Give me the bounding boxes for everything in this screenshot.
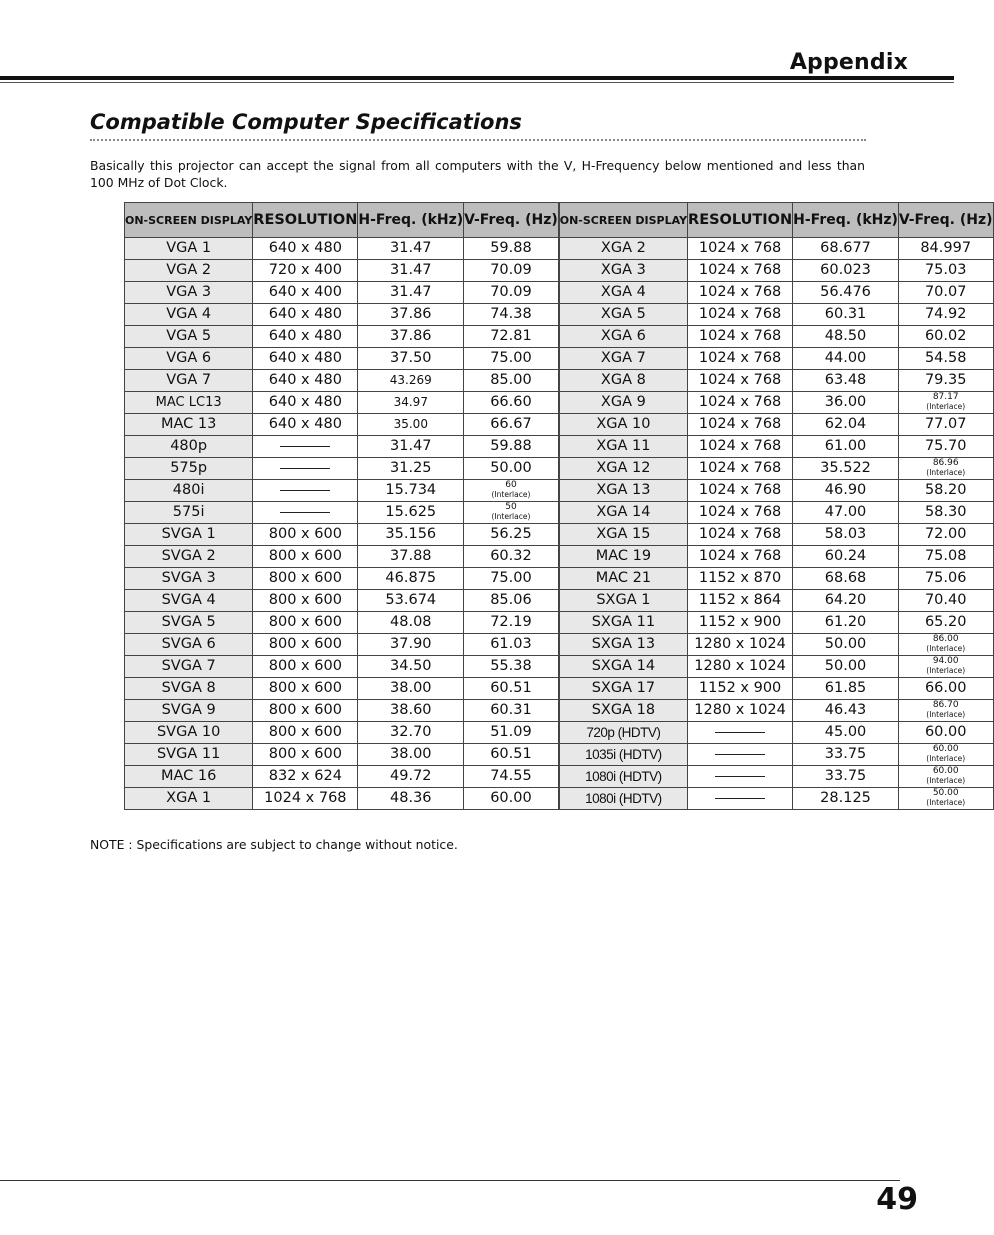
vfreq-cell: 75.00 (464, 348, 559, 370)
display-cell: SVGA 10 (125, 722, 253, 744)
hfreq-cell: 28.125 (793, 788, 899, 810)
resolution-cell (253, 436, 358, 458)
hfreq-cell: 60.24 (793, 546, 899, 568)
display-cell: XGA 13 (559, 480, 687, 502)
vfreq-cell (898, 634, 993, 656)
resolution-cell: 640 x 480 (253, 238, 358, 260)
display-cell: MAC 13 (125, 414, 253, 436)
table-row (125, 766, 994, 788)
header-rule-thin (0, 82, 954, 83)
vfreq-cell: 66.00 (898, 678, 993, 700)
hfreq-cell: 31.25 (358, 458, 464, 480)
vfreq-cell (898, 744, 993, 766)
hfreq-cell: 61.00 (793, 436, 899, 458)
vfreq-cell: 58.20 (898, 480, 993, 502)
display-cell: XGA 7 (559, 348, 687, 370)
display-cell: SVGA 6 (125, 634, 253, 656)
vfreq-cell: 75.00 (464, 568, 559, 590)
table-row (125, 436, 994, 458)
dash-line (715, 754, 765, 755)
interlace-number: 87.17 (932, 391, 959, 402)
hfreq-cell: 50.00 (793, 656, 899, 678)
table-row (125, 788, 994, 810)
hfreq-cell: 35.522 (793, 458, 899, 480)
vfreq-cell: 84.997 (898, 238, 993, 260)
hfreq-cell: 60.023 (793, 260, 899, 282)
display-cell: SVGA 11 (125, 744, 253, 766)
hfreq-cell: 34.50 (358, 656, 464, 678)
table-row (125, 260, 994, 282)
resolution-cell: 640 x 480 (253, 392, 358, 414)
interlace-value (492, 481, 531, 500)
resolution-cell: 1024 x 768 (688, 392, 793, 414)
vfreq-cell: 75.70 (898, 436, 993, 458)
table-row (125, 370, 994, 392)
vfreq-cell: 55.38 (464, 656, 559, 678)
display-cell: SVGA 9 (125, 700, 253, 722)
vfreq-cell: 60.31 (464, 700, 559, 722)
interlace-value (492, 503, 531, 522)
resolution-cell: 640 x 480 (253, 370, 358, 392)
table-row (125, 414, 994, 436)
display-cell: SVGA 8 (125, 678, 253, 700)
resolution-cell: 1024 x 768 (253, 788, 358, 810)
hfreq-cell: 63.48 (793, 370, 899, 392)
vfreq-cell: 60.32 (464, 546, 559, 568)
hfreq-cell: 38.60 (358, 700, 464, 722)
hfreq-cell: 48.50 (793, 326, 899, 348)
hfreq-cell: 35.156 (358, 524, 464, 546)
display-cell: XGA 1 (125, 788, 253, 810)
table-row (125, 392, 994, 414)
hfreq-cell: 48.36 (358, 788, 464, 810)
interlace-value (926, 767, 965, 786)
resolution-cell: 800 x 600 (253, 678, 358, 700)
hfreq-cell: 32.70 (358, 722, 464, 744)
hfreq-cell: 38.00 (358, 744, 464, 766)
interlace-value (926, 657, 965, 676)
header-resolution-right: RESOLUTION (688, 203, 793, 238)
display-cell: VGA 7 (125, 370, 253, 392)
vfreq-cell: 60.02 (898, 326, 993, 348)
resolution-cell (688, 722, 793, 744)
table-row (125, 348, 994, 370)
vfreq-cell: 51.09 (464, 722, 559, 744)
display-cell: VGA 3 (125, 282, 253, 304)
hfreq-cell: 45.00 (793, 722, 899, 744)
dotted-divider (90, 139, 866, 141)
section-title: Compatible Computer Specifications (90, 110, 522, 134)
header-hfreq-left: H-Freq. (kHz) (358, 203, 464, 238)
display-cell: VGA 2 (125, 260, 253, 282)
vfreq-cell: 65.20 (898, 612, 993, 634)
vfreq-cell (898, 458, 993, 480)
vfreq-cell: 58.30 (898, 502, 993, 524)
table-row (125, 722, 994, 744)
hfreq-cell: 15.625 (358, 502, 464, 524)
display-cell: SVGA 4 (125, 590, 253, 612)
interlace-value (926, 789, 965, 808)
vfreq-cell: 85.06 (464, 590, 559, 612)
resolution-cell: 1280 x 1024 (688, 634, 793, 656)
resolution-cell: 1024 x 768 (688, 546, 793, 568)
vfreq-cell: 79.35 (898, 370, 993, 392)
table-header-row (125, 203, 994, 238)
hfreq-cell: 48.08 (358, 612, 464, 634)
resolution-cell: 1152 x 870 (688, 568, 793, 590)
interlace-value (926, 745, 965, 764)
resolution-cell: 800 x 600 (253, 656, 358, 678)
vfreq-cell (898, 392, 993, 414)
display-cell: 480p (125, 436, 253, 458)
resolution-cell: 640 x 480 (253, 304, 358, 326)
hfreq-cell: 38.00 (358, 678, 464, 700)
hfreq-cell: 33.75 (793, 744, 899, 766)
resolution-cell: 1152 x 900 (688, 612, 793, 634)
interlace-label: (Interlace) (926, 665, 966, 675)
resolution-cell: 1280 x 1024 (688, 656, 793, 678)
header-rule (0, 76, 954, 80)
interlace-value (926, 459, 965, 478)
vfreq-cell (464, 502, 559, 524)
table-row (125, 700, 994, 722)
hfreq-cell: 61.20 (793, 612, 899, 634)
interlace-number: 50 (505, 501, 517, 512)
hfreq-cell: 31.47 (358, 282, 464, 304)
interlace-number: 50.00 (932, 787, 959, 798)
resolution-cell: 1024 x 768 (688, 348, 793, 370)
interlace-number: 60 (505, 479, 517, 490)
page-number: 49 (876, 1182, 918, 1217)
vfreq-cell: 59.88 (464, 238, 559, 260)
vfreq-cell: 72.19 (464, 612, 559, 634)
header-display-left: ON-SCREEN DISPLAY (125, 203, 253, 238)
interlace-number: 86.96 (932, 457, 959, 468)
vfreq-cell: 75.08 (898, 546, 993, 568)
resolution-cell: 1024 x 768 (688, 458, 793, 480)
resolution-cell: 1024 x 768 (688, 304, 793, 326)
resolution-cell: 800 x 600 (253, 634, 358, 656)
vfreq-cell: 75.03 (898, 260, 993, 282)
vfreq-cell: 77.07 (898, 414, 993, 436)
hfreq-cell: 31.47 (358, 238, 464, 260)
table-row (125, 480, 994, 502)
interlace-value (926, 635, 965, 654)
display-cell: SVGA 7 (125, 656, 253, 678)
display-cell: 575p (125, 458, 253, 480)
display-cell: SVGA 2 (125, 546, 253, 568)
dash-line (715, 732, 765, 733)
hfreq-cell (358, 370, 464, 392)
vfreq-cell (898, 700, 993, 722)
vfreq-cell (898, 656, 993, 678)
table-row (125, 546, 994, 568)
vfreq-cell: 72.00 (898, 524, 993, 546)
interlace-value (926, 701, 965, 720)
resolution-cell (688, 788, 793, 810)
interlace-number: 86.00 (932, 633, 959, 644)
resolution-cell: 640 x 400 (253, 282, 358, 304)
display-cell: MAC 21 (559, 568, 687, 590)
resolution-cell: 800 x 600 (253, 546, 358, 568)
display-cell: MAC 16 (125, 766, 253, 788)
display-cell: XGA 3 (559, 260, 687, 282)
display-cell: SXGA 14 (559, 656, 687, 678)
vfreq-cell: 54.58 (898, 348, 993, 370)
resolution-cell: 1024 x 768 (688, 260, 793, 282)
resolution-cell: 1024 x 768 (688, 282, 793, 304)
hfreq-cell: 37.90 (358, 634, 464, 656)
interlace-label: (Interlace) (926, 709, 966, 719)
interlace-label: (Interlace) (926, 401, 966, 411)
display-cell: MAC 19 (559, 546, 687, 568)
table-row (125, 678, 994, 700)
hfreq-cell: 62.04 (793, 414, 899, 436)
hfreq-cell: 15.734 (358, 480, 464, 502)
interlace-label: (Interlace) (926, 467, 966, 477)
vfreq-cell (898, 788, 993, 810)
spec-table (124, 202, 994, 810)
hfreq-cell: 44.00 (793, 348, 899, 370)
hfreq-cell: 58.03 (793, 524, 899, 546)
hfreq-small: 43.269 (389, 373, 432, 388)
header-hfreq-right: H-Freq. (kHz) (793, 203, 899, 238)
display-cell: XGA 14 (559, 502, 687, 524)
vfreq-cell: 72.81 (464, 326, 559, 348)
resolution-cell: 800 x 600 (253, 744, 358, 766)
resolution-cell: 800 x 600 (253, 590, 358, 612)
display-cell: 720p (HDTV) (559, 722, 687, 744)
hfreq-cell: 37.50 (358, 348, 464, 370)
display-cell: 1080i (HDTV) (559, 788, 687, 810)
display-cell: XGA 2 (559, 238, 687, 260)
header-vfreq-left: V-Freq. (Hz) (464, 203, 559, 238)
interlace-label: (Interlace) (491, 511, 531, 521)
hfreq-cell (358, 392, 464, 414)
interlace-label: (Interlace) (926, 797, 966, 807)
resolution-cell (253, 480, 358, 502)
resolution-cell: 640 x 480 (253, 326, 358, 348)
hfreq-cell: 36.00 (793, 392, 899, 414)
resolution-cell: 800 x 600 (253, 722, 358, 744)
vfreq-cell: 50.00 (464, 458, 559, 480)
resolution-cell: 640 x 480 (253, 414, 358, 436)
vfreq-cell: 66.60 (464, 392, 559, 414)
dash-line (280, 512, 330, 513)
hfreq-cell: 37.86 (358, 304, 464, 326)
display-cell: SXGA 18 (559, 700, 687, 722)
header-resolution-left: RESOLUTION (253, 203, 358, 238)
hfreq-cell: 68.677 (793, 238, 899, 260)
intro-paragraph: Basically this projector can accept the signal from all computers with the V, H-Frequency below mentioned and less than 100 MHz of Dot Clock. (90, 158, 865, 190)
interlace-number: 86.70 (932, 699, 959, 710)
hfreq-cell: 31.47 (358, 436, 464, 458)
interlace-label: (Interlace) (491, 489, 531, 499)
vfreq-cell: 70.09 (464, 282, 559, 304)
interlace-label: (Interlace) (926, 775, 966, 785)
display-cell: SXGA 13 (559, 634, 687, 656)
table-row (125, 568, 994, 590)
display-cell: VGA 1 (125, 238, 253, 260)
display-cell: XGA 9 (559, 392, 687, 414)
table-row (125, 612, 994, 634)
vfreq-cell: 66.67 (464, 414, 559, 436)
table-row (125, 458, 994, 480)
table-row (125, 238, 994, 260)
table-row (125, 502, 994, 524)
display-cell: XGA 15 (559, 524, 687, 546)
hfreq-cell: 68.68 (793, 568, 899, 590)
table-row (125, 282, 994, 304)
footnote: NOTE : Specifications are subject to change without notice. (90, 837, 458, 852)
hfreq-cell: 46.43 (793, 700, 899, 722)
resolution-cell: 1024 x 768 (688, 502, 793, 524)
resolution-cell: 1024 x 768 (688, 326, 793, 348)
resolution-cell: 800 x 600 (253, 700, 358, 722)
resolution-cell (253, 502, 358, 524)
hfreq-small: 35.00 (393, 417, 428, 432)
resolution-cell: 1152 x 900 (688, 678, 793, 700)
table-row (125, 656, 994, 678)
table-row (125, 744, 994, 766)
table-row (125, 524, 994, 546)
hfreq-cell: 33.75 (793, 766, 899, 788)
resolution-cell: 1024 x 768 (688, 414, 793, 436)
header-title: Appendix (789, 50, 908, 75)
interlace-value (926, 393, 965, 412)
hfreq-cell: 60.31 (793, 304, 899, 326)
hfreq-cell: 37.88 (358, 546, 464, 568)
display-cell: XGA 4 (559, 282, 687, 304)
display-cell: XGA 5 (559, 304, 687, 326)
hfreq-cell (358, 414, 464, 436)
display-cell: SXGA 1 (559, 590, 687, 612)
vfreq-cell: 75.06 (898, 568, 993, 590)
display-cell: SVGA 3 (125, 568, 253, 590)
display-cell: VGA 6 (125, 348, 253, 370)
display-cell: XGA 8 (559, 370, 687, 392)
hfreq-small: 34.97 (393, 395, 428, 410)
display-cell: XGA 12 (559, 458, 687, 480)
vfreq-cell: 59.88 (464, 436, 559, 458)
resolution-cell: 1280 x 1024 (688, 700, 793, 722)
resolution-cell (688, 744, 793, 766)
resolution-cell: 800 x 600 (253, 524, 358, 546)
resolution-cell: 1024 x 768 (688, 238, 793, 260)
display-cell: SVGA 1 (125, 524, 253, 546)
display-cell: SXGA 11 (559, 612, 687, 634)
vfreq-cell: 56.25 (464, 524, 559, 546)
table-row (125, 590, 994, 612)
resolution-cell (688, 766, 793, 788)
display-cell: 480i (125, 480, 253, 502)
display-cell: 1035i (HDTV) (559, 744, 687, 766)
vfreq-cell: 60.00 (464, 788, 559, 810)
interlace-number: 94.00 (932, 655, 959, 666)
resolution-cell: 720 x 400 (253, 260, 358, 282)
vfreq-cell: 60.00 (898, 722, 993, 744)
vfreq-cell: 74.38 (464, 304, 559, 326)
hfreq-cell: 46.875 (358, 568, 464, 590)
display-cell: 1080i (HDTV) (559, 766, 687, 788)
hfreq-cell: 50.00 (793, 634, 899, 656)
vfreq-cell: 85.00 (464, 370, 559, 392)
interlace-label: (Interlace) (926, 643, 966, 653)
interlace-label: (Interlace) (926, 753, 966, 763)
resolution-cell: 800 x 600 (253, 612, 358, 634)
vfreq-cell: 60.51 (464, 744, 559, 766)
dash-line (280, 446, 330, 447)
hfreq-cell: 64.20 (793, 590, 899, 612)
header-display-right: ON-SCREEN DISPLAY (559, 203, 687, 238)
table-row (125, 634, 994, 656)
display-cell: SXGA 17 (559, 678, 687, 700)
resolution-cell: 1024 x 768 (688, 436, 793, 458)
resolution-cell (253, 458, 358, 480)
vfreq-cell: 70.09 (464, 260, 559, 282)
vfreq-cell: 74.55 (464, 766, 559, 788)
hfreq-cell: 56.476 (793, 282, 899, 304)
dash-line (715, 776, 765, 777)
resolution-cell: 640 x 480 (253, 348, 358, 370)
vfreq-cell: 70.07 (898, 282, 993, 304)
dash-line (280, 468, 330, 469)
resolution-cell: 800 x 600 (253, 568, 358, 590)
vfreq-cell: 74.92 (898, 304, 993, 326)
display-cell: XGA 6 (559, 326, 687, 348)
hfreq-cell: 31.47 (358, 260, 464, 282)
vfreq-cell: 70.40 (898, 590, 993, 612)
vfreq-cell (464, 480, 559, 502)
hfreq-cell: 46.90 (793, 480, 899, 502)
resolution-cell: 1024 x 768 (688, 480, 793, 502)
resolution-cell: 1152 x 864 (688, 590, 793, 612)
display-cell: XGA 10 (559, 414, 687, 436)
hfreq-cell: 53.674 (358, 590, 464, 612)
dash-line (280, 490, 330, 491)
display-cell: SVGA 5 (125, 612, 253, 634)
hfreq-cell: 61.85 (793, 678, 899, 700)
display-cell: MAC LC13 (125, 392, 253, 414)
resolution-cell: 1024 x 768 (688, 524, 793, 546)
hfreq-cell: 37.86 (358, 326, 464, 348)
dash-line (715, 798, 765, 799)
display-cell: VGA 5 (125, 326, 253, 348)
table-row (125, 304, 994, 326)
resolution-cell: 832 x 624 (253, 766, 358, 788)
vfreq-cell (898, 766, 993, 788)
display-cell: 575i (125, 502, 253, 524)
interlace-number: 60.00 (932, 743, 959, 754)
hfreq-cell: 47.00 (793, 502, 899, 524)
resolution-cell: 1024 x 768 (688, 370, 793, 392)
display-cell: VGA 4 (125, 304, 253, 326)
footer-rule (0, 1180, 900, 1181)
header-vfreq-right: V-Freq. (Hz) (898, 203, 993, 238)
table-row (125, 326, 994, 348)
vfreq-cell: 61.03 (464, 634, 559, 656)
vfreq-cell: 60.51 (464, 678, 559, 700)
interlace-number: 60.00 (932, 765, 959, 776)
hfreq-cell: 49.72 (358, 766, 464, 788)
display-cell: XGA 11 (559, 436, 687, 458)
